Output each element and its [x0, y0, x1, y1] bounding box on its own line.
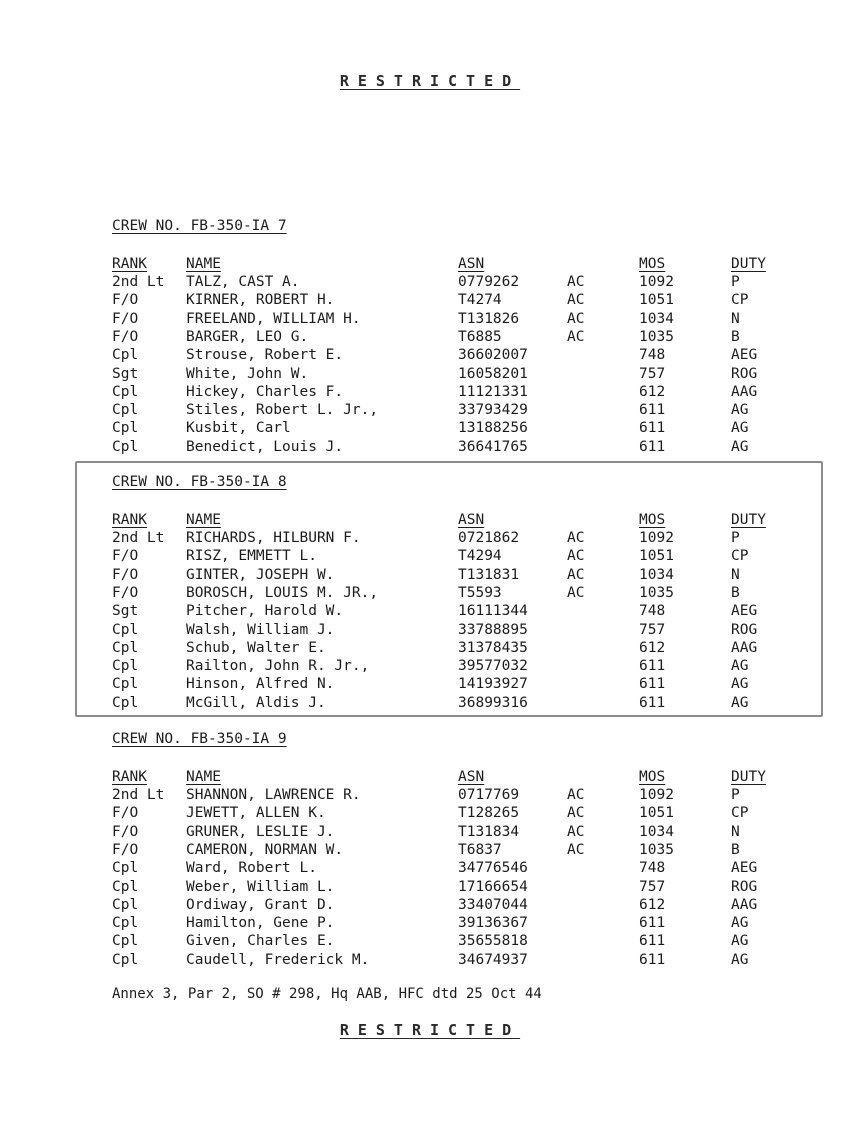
cell-asn: 16111344 — [458, 603, 528, 620]
cell-mos: 748 — [639, 603, 666, 620]
cell-mos: 611 — [639, 933, 666, 950]
cell-asn: T6837 — [458, 841, 502, 858]
cell-mos: 757 — [639, 365, 666, 382]
cell-ac: AC — [567, 530, 585, 546]
cell-ac: AC — [567, 566, 585, 583]
crew-member-row — [112, 694, 812, 712]
column-header-asn: ASN — [458, 769, 485, 785]
crew-member-row — [112, 547, 812, 565]
cell-rank: Cpl — [112, 639, 139, 656]
cell-asn: 39136367 — [458, 915, 528, 932]
crew-member-row — [112, 438, 812, 456]
crew-member-row — [112, 383, 812, 401]
cell-mos: 612 — [639, 639, 666, 656]
cell-rank: Cpl — [112, 402, 139, 419]
crew-title: CREW NO. FB-350-IA 7 — [112, 218, 287, 234]
cell-name: RICHARDS, HILBURN F. — [186, 530, 361, 546]
cell-duty: AEG — [731, 347, 758, 364]
crew-member-row — [112, 914, 812, 932]
crew-member-row — [112, 951, 812, 969]
cell-mos: 1051 — [639, 548, 674, 565]
cell-rank: F/O — [112, 823, 139, 840]
cell-rank: Cpl — [112, 933, 139, 950]
column-header-name: NAME — [186, 512, 221, 528]
column-header-mos: MOS — [639, 256, 666, 272]
cell-mos: 1092 — [639, 274, 674, 290]
cell-rank: Cpl — [112, 438, 139, 455]
crew-member-row — [112, 310, 812, 328]
cell-name: KIRNER, ROBERT H. — [186, 292, 335, 309]
cell-mos: 1034 — [639, 310, 674, 327]
cell-duty: ROG — [731, 878, 758, 895]
crew-title: CREW NO. FB-350-IA 8 — [112, 474, 287, 490]
crew-member-row — [112, 419, 812, 437]
cell-name: CAMERON, NORMAN W. — [186, 841, 344, 858]
cell-duty: AG — [731, 402, 749, 419]
cell-asn: 34776546 — [458, 860, 528, 877]
cell-duty: AG — [731, 420, 749, 437]
restricted-footer: RESTRICTED — [339, 1021, 521, 1039]
cell-duty: AG — [731, 933, 749, 950]
crew-member-row — [112, 786, 812, 804]
cell-rank: F/O — [112, 841, 139, 858]
cell-rank: F/O — [112, 584, 139, 601]
cell-name: Walsh, William J. — [186, 621, 335, 638]
crew-member-row — [112, 878, 812, 896]
crew-member-row — [112, 932, 812, 950]
cell-duty: N — [731, 566, 740, 583]
cell-mos: 748 — [639, 347, 666, 364]
cell-duty: N — [731, 823, 740, 840]
restricted-header: RESTRICTED — [339, 72, 521, 90]
crew-title: CREW NO. FB-350-IA 9 — [112, 731, 287, 747]
cell-mos: 1034 — [639, 566, 674, 583]
cell-rank: Cpl — [112, 658, 139, 675]
crew-member-row — [112, 859, 812, 877]
cell-asn: 35655818 — [458, 933, 528, 950]
cell-name: Hamilton, Gene P. — [186, 915, 335, 932]
cell-ac: AC — [567, 805, 585, 822]
cell-duty: AG — [731, 676, 749, 693]
cell-mos: 1051 — [639, 805, 674, 822]
cell-duty: ROG — [731, 365, 758, 382]
cell-duty: AG — [731, 438, 749, 455]
cell-name: SHANNON, LAWRENCE R. — [186, 787, 361, 803]
cell-asn: 31378435 — [458, 639, 528, 656]
crew-member-row — [112, 273, 812, 291]
cell-rank: Cpl — [112, 951, 139, 968]
cell-rank: 2nd Lt — [112, 274, 165, 290]
cell-duty: CP — [731, 805, 749, 822]
cell-asn: 13188256 — [458, 420, 528, 437]
cell-asn: T131831 — [458, 566, 520, 583]
cell-rank: Cpl — [112, 694, 139, 711]
cell-asn: 16058201 — [458, 365, 528, 382]
cell-asn: 17166654 — [458, 878, 528, 895]
crew-member-row — [112, 639, 812, 657]
cell-rank: Cpl — [112, 878, 139, 895]
cell-asn: 11121331 — [458, 383, 528, 400]
crew-member-row — [112, 365, 812, 383]
cell-duty: AG — [731, 915, 749, 932]
crew-member-row — [112, 841, 812, 859]
cell-mos: 611 — [639, 951, 666, 968]
cell-asn: 0779262 — [458, 274, 520, 290]
cell-mos: 1035 — [639, 841, 674, 858]
cell-rank: Cpl — [112, 915, 139, 932]
cell-asn: 0717769 — [458, 787, 520, 803]
cell-ac: AC — [567, 328, 585, 345]
cell-asn: 36641765 — [458, 438, 528, 455]
cell-mos: 757 — [639, 878, 666, 895]
cell-duty: CP — [731, 292, 749, 309]
cell-mos: 757 — [639, 621, 666, 638]
cell-mos: 612 — [639, 896, 666, 913]
cell-mos: 612 — [639, 383, 666, 400]
cell-mos: 748 — [639, 860, 666, 877]
cell-name: McGill, Aldis J. — [186, 694, 326, 711]
cell-duty: AEG — [731, 860, 758, 877]
column-header-mos: MOS — [639, 512, 666, 528]
cell-mos: 611 — [639, 438, 666, 455]
cell-duty: P — [731, 530, 740, 546]
cell-asn: 39577032 — [458, 658, 528, 675]
column-header-asn: ASN — [458, 512, 485, 528]
column-header-row — [112, 255, 812, 273]
cell-asn: 36899316 — [458, 694, 528, 711]
cell-asn: T128265 — [458, 805, 520, 822]
cell-asn: T131834 — [458, 823, 520, 840]
cell-name: TALZ, CAST A. — [186, 274, 300, 290]
cell-name: White, John W. — [186, 365, 309, 382]
cell-ac: AC — [567, 841, 585, 858]
cell-name: Caudell, Frederick M. — [186, 951, 370, 968]
cell-ac: AC — [567, 548, 585, 565]
crew-member-row — [112, 328, 812, 346]
column-header-mos: MOS — [639, 769, 666, 785]
cell-name: Weber, William L. — [186, 878, 335, 895]
cell-duty: AEG — [731, 603, 758, 620]
cell-name: GINTER, JOSEPH W. — [186, 566, 335, 583]
cell-ac: AC — [567, 292, 585, 309]
crew-member-row — [112, 823, 812, 841]
cell-duty: CP — [731, 548, 749, 565]
column-header-rank: RANK — [112, 512, 147, 528]
column-header-rank: RANK — [112, 256, 147, 272]
cell-rank: Cpl — [112, 420, 139, 437]
cell-rank: Sgt — [112, 365, 139, 382]
crew-member-row — [112, 602, 812, 620]
cell-duty: AG — [731, 658, 749, 675]
column-header-name: NAME — [186, 256, 221, 272]
cell-mos: 1035 — [639, 328, 674, 345]
cell-duty: B — [731, 841, 740, 858]
cell-asn: T131826 — [458, 310, 520, 327]
cell-mos: 1092 — [639, 787, 674, 803]
cell-name: Railton, John R. Jr., — [186, 658, 370, 675]
cell-duty: AG — [731, 694, 749, 711]
crew-member-row — [112, 346, 812, 364]
cell-name: BOROSCH, LOUIS M. JR., — [186, 584, 379, 601]
cell-rank: Cpl — [112, 621, 139, 638]
cell-rank: F/O — [112, 310, 139, 327]
cell-rank: 2nd Lt — [112, 530, 165, 546]
column-header-duty: DUTY — [731, 769, 766, 785]
cell-mos: 611 — [639, 915, 666, 932]
cell-ac: AC — [567, 310, 585, 327]
cell-name: GRUNER, LESLIE J. — [186, 823, 335, 840]
crew-member-row — [112, 529, 812, 547]
cell-mos: 611 — [639, 658, 666, 675]
cell-duty: B — [731, 584, 740, 601]
cell-asn: 33788895 — [458, 621, 528, 638]
cell-name: Given, Charles E. — [186, 933, 335, 950]
cell-rank: F/O — [112, 328, 139, 345]
column-header-duty: DUTY — [731, 512, 766, 528]
cell-asn: 33407044 — [458, 896, 528, 913]
cell-mos: 611 — [639, 676, 666, 693]
cell-mos: 1035 — [639, 584, 674, 601]
cell-duty: P — [731, 787, 740, 803]
cell-duty: P — [731, 274, 740, 290]
crew-member-row — [112, 657, 812, 675]
cell-name: JEWETT, ALLEN K. — [186, 805, 326, 822]
cell-duty: B — [731, 328, 740, 345]
crew-member-row — [112, 401, 812, 419]
cell-mos: 1092 — [639, 530, 674, 546]
cell-name: Pitcher, Harold W. — [186, 603, 344, 620]
crew-member-row — [112, 804, 812, 822]
cell-rank: Cpl — [112, 676, 139, 693]
crew-member-row — [112, 621, 812, 639]
column-header-asn: ASN — [458, 256, 485, 272]
cell-asn: 34674937 — [458, 951, 528, 968]
cell-rank: F/O — [112, 805, 139, 822]
cell-name: Strouse, Robert E. — [186, 347, 344, 364]
cell-ac: AC — [567, 584, 585, 601]
annex-reference: Annex 3, Par 2, SO # 298, Hq AAB, HFC dtd 25 Oct 44 — [112, 986, 542, 1002]
cell-name: Kusbit, Carl — [186, 420, 291, 437]
cell-name: Stiles, Robert L. Jr., — [186, 402, 379, 419]
cell-name: RISZ, EMMETT L. — [186, 548, 317, 565]
cell-asn: 33793429 — [458, 402, 528, 419]
cell-name: Hinson, Alfred N. — [186, 676, 335, 693]
cell-name: Benedict, Louis J. — [186, 438, 344, 455]
cell-name: FREELAND, WILLIAM H. — [186, 310, 361, 327]
cell-asn: T6885 — [458, 328, 502, 345]
cell-asn: T4294 — [458, 548, 502, 565]
cell-duty: N — [731, 310, 740, 327]
crew-member-row — [112, 291, 812, 309]
cell-mos: 611 — [639, 420, 666, 437]
cell-name: Ordiway, Grant D. — [186, 896, 335, 913]
cell-rank: Cpl — [112, 383, 139, 400]
cell-asn: 14193927 — [458, 676, 528, 693]
crew-member-row — [112, 584, 812, 602]
cell-duty: AAG — [731, 896, 758, 913]
cell-name: Hickey, Charles F. — [186, 383, 344, 400]
cell-rank: F/O — [112, 548, 139, 565]
cell-asn: 0721862 — [458, 530, 520, 546]
cell-duty: AAG — [731, 639, 758, 656]
cell-rank: F/O — [112, 566, 139, 583]
cell-asn: T5593 — [458, 584, 502, 601]
crew-member-row — [112, 566, 812, 584]
cell-duty: ROG — [731, 621, 758, 638]
cell-ac: AC — [567, 823, 585, 840]
column-header-duty: DUTY — [731, 256, 766, 272]
cell-mos: 1034 — [639, 823, 674, 840]
column-header-name: NAME — [186, 769, 221, 785]
cell-asn: T4274 — [458, 292, 502, 309]
cell-duty: AAG — [731, 383, 758, 400]
cell-duty: AG — [731, 951, 749, 968]
column-header-row — [112, 511, 812, 529]
cell-name: BARGER, LEO G. — [186, 328, 309, 345]
cell-name: Ward, Robert L. — [186, 860, 317, 877]
cell-rank: Cpl — [112, 347, 139, 364]
cell-mos: 611 — [639, 402, 666, 419]
cell-rank: Cpl — [112, 860, 139, 877]
cell-ac: AC — [567, 787, 585, 803]
cell-ac: AC — [567, 274, 585, 290]
column-header-rank: RANK — [112, 769, 147, 785]
column-header-row — [112, 768, 812, 786]
cell-rank: Cpl — [112, 896, 139, 913]
cell-rank: 2nd Lt — [112, 787, 165, 803]
crew-member-row — [112, 675, 812, 693]
cell-mos: 1051 — [639, 292, 674, 309]
crew-member-row — [112, 896, 812, 914]
cell-asn: 36602007 — [458, 347, 528, 364]
cell-name: Schub, Walter E. — [186, 639, 326, 656]
cell-rank: F/O — [112, 292, 139, 309]
cell-rank: Sgt — [112, 603, 139, 620]
cell-mos: 611 — [639, 694, 666, 711]
